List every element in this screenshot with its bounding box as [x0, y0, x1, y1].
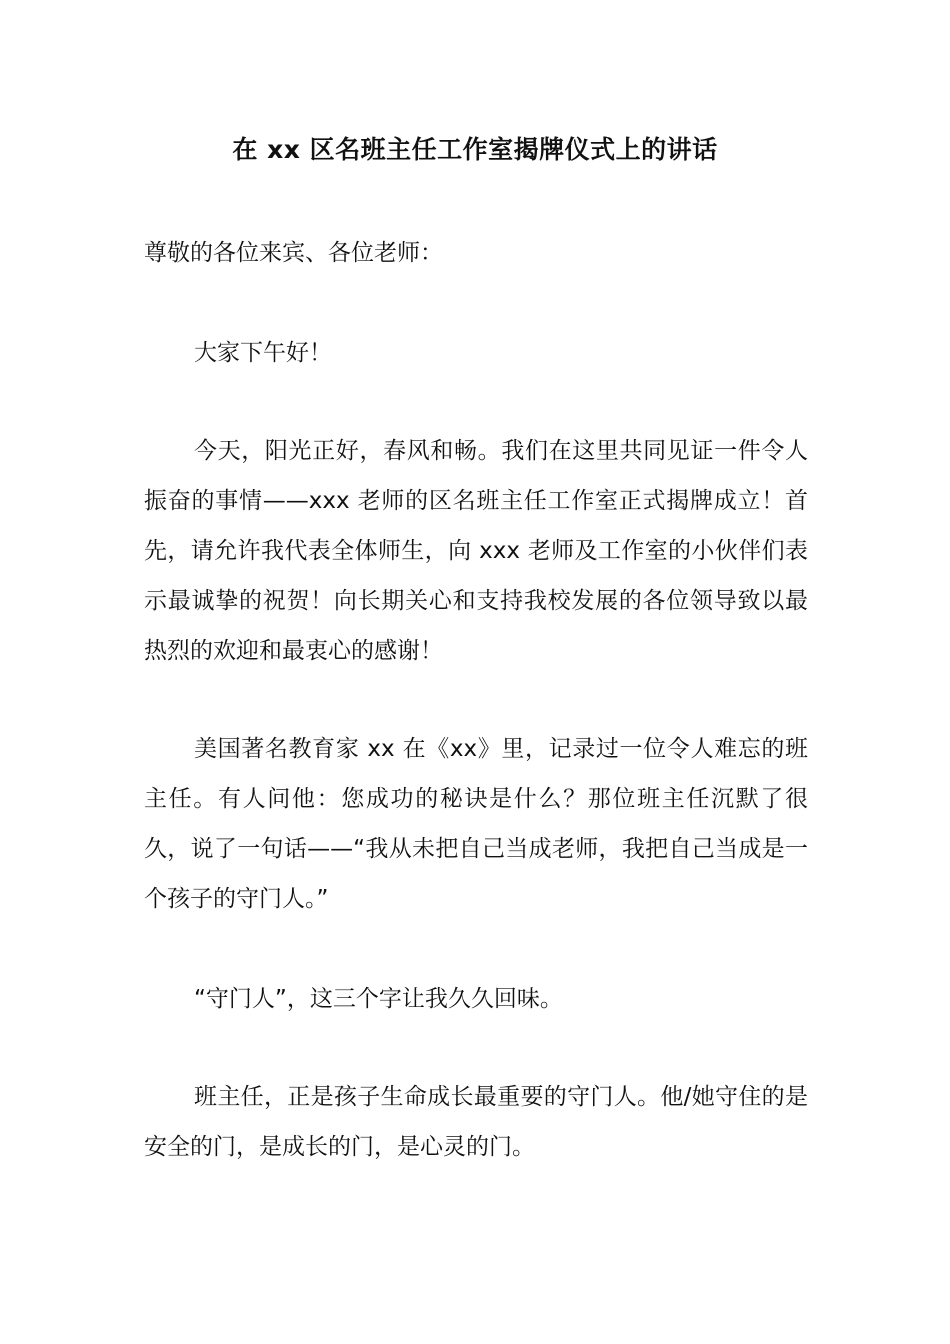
paragraph-opening: 今天，阳光正好，春风和畅。我们在这里共同见证一件令人振奋的事情——xxx 老师的区名班主任工作室正式揭牌成立！首先，请允许我代表全体师生，向 xxx 老师及工作室的小伙伴们表示最诚挚的祝贺！向长期关心和支持我校发展的各位领导致以最热烈的欢迎和最衷心的感谢！ [144, 438, 808, 664]
paragraph-greeting: 大家下午好！ [194, 340, 332, 366]
paragraph-gatekeeper: 班主任，正是孩子生命成长最重要的守门人。他/她守住的是安全的门，是成长的门，是心灵的门。 [144, 1084, 808, 1160]
salutation: 尊敬的各位来宾、各位老师： [144, 240, 443, 266]
paragraph-reflection: “守门人”，这三个字让我久久回味。 [194, 986, 563, 1012]
paragraph-story: 美国著名教育家 xx 在《xx》里，记录过一位令人难忘的班主任。有人问他：您成功的秘诀是什么？那位班主任沉默了很久，说了一句话——“我从未把自己当成老师，我把自己当成是一个孩子的守门人。” [144, 736, 808, 912]
document-title: 在 xx 区名班主任工作室揭牌仪式上的讲话 [232, 135, 718, 164]
